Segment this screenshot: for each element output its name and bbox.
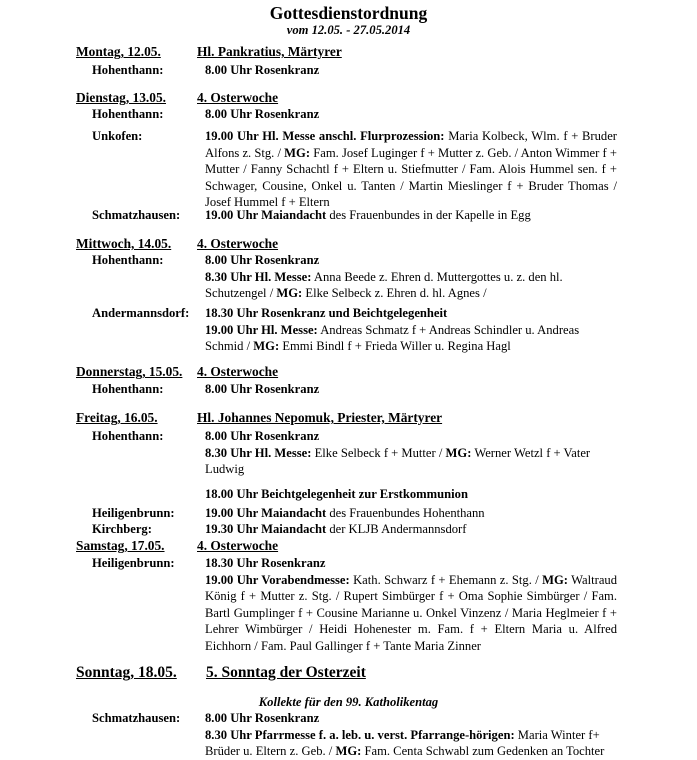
day-heading [76, 537, 656, 554]
page-title: Gottesdienstordnung [269, 3, 428, 23]
service-entry [205, 128, 617, 211]
place-label: Andermannsdorf: [92, 306, 190, 320]
day-name: Dienstag, 13.05. [76, 90, 167, 105]
date-range: vom 12.05. - 27.05.2014 [286, 23, 411, 37]
day-occasion: 4. Osterwoche [197, 90, 279, 105]
day-occasion: 4. Osterwoche [197, 236, 279, 251]
intentions: Anna Beede z. Ehren d. Muttergottes u. z. den hl. Schutzengel / [205, 269, 563, 300]
day-name: Samstag, 17.05. [76, 538, 165, 553]
place-label: Heiligenbrunn: [92, 506, 175, 520]
service-entry [205, 486, 617, 503]
place-label: Hohenthann: [92, 253, 164, 267]
day-name: Montag, 12.05. [76, 44, 161, 59]
intentions: Elke Selbeck z. Ehren d. hl. Agnes / [302, 286, 487, 300]
service-time: 19.00 Uhr Hl. Messe: [205, 322, 318, 337]
intentions: Fam. Josef Luginger f + Mutter z. Geb. / Anton Wimmer f + Mutter / Fanny Schachtl f + Eltern u. Stiefmutter / Fam. Alois Hummel sen. f + Schwager, Cousine, Onkel u. Tanten / Martin Mieslinger f + Bruder Thomas / Josef Hummel f + Eltern [205, 145, 617, 209]
service-detail: des Frauenbundes Hohenthann [326, 506, 485, 520]
place-label: Hohenthann: [92, 382, 164, 396]
service-time: 18.30 Uhr Rosenkranz [205, 556, 326, 570]
service-time: 19.00 Uhr Maiandacht [205, 506, 327, 520]
service-entry [205, 428, 617, 478]
day-heading [76, 363, 656, 380]
mg-label: MG: [276, 286, 303, 300]
place-label: Schmatzhausen: [92, 711, 181, 725]
day-occasion: Hl. Pankratius, Märtyrer [197, 44, 342, 59]
service-entry [205, 521, 617, 538]
kollekte-note: Kollekte für den 99. Katholikentag [258, 695, 439, 709]
mg-label: MG: [335, 744, 362, 758]
service-time: 8.30 Uhr Hl. Messe: [205, 269, 312, 284]
service-time: 19.00 Uhr Maiandacht [205, 208, 327, 222]
day-name: Donnerstag, 15.05. [76, 364, 183, 379]
place-label: Kirchberg: [92, 522, 152, 536]
day-occasion: 4. Osterwoche [197, 538, 279, 553]
service-time: 8.30 Uhr Pfarrmesse f. a. leb. u. verst. Pfarrange-hörigen: [205, 727, 515, 742]
day-name: Freitag, 16.05. [76, 410, 158, 425]
service-time: 8.00 Uhr Rosenkranz [205, 253, 320, 267]
day-heading [76, 235, 656, 252]
place-label: Heiligenbrunn: [92, 556, 175, 570]
place-label: Hohenthann: [92, 107, 164, 121]
day-occasion: Hl. Johannes Nepomuk, Priester, Märtyrer [197, 410, 443, 425]
mg-label: MG: [284, 145, 311, 160]
place-label: Hohenthann: [92, 63, 164, 77]
day-name: Sonntag, 18.05. [76, 664, 177, 681]
service-time: 19.00 Uhr Vorabendmesse: [205, 572, 350, 587]
service-time: 8.00 Uhr Rosenkranz [205, 107, 320, 121]
service-detail: des Frauenbundes in der Kapelle in Egg [326, 208, 531, 222]
place-label: Unkofen: [92, 129, 143, 143]
intentions: Fam. Centa Schwabl zum Gedenken an Tochter [361, 744, 605, 758]
place-label: Schmatzhausen: [92, 208, 181, 222]
mg-label: MG: [445, 445, 472, 460]
service-entry [205, 252, 617, 302]
service-entry [205, 305, 617, 355]
service-detail: der KLJB Andermannsdorf [326, 522, 467, 536]
day-heading [76, 43, 656, 60]
service-entry [205, 710, 617, 760]
service-entry [205, 62, 617, 79]
day-occasion: 4. Osterwoche [197, 364, 279, 379]
service-entry [205, 555, 617, 654]
service-time: 18.00 Uhr Beichtgelegenheit zur Erstkommunion [205, 487, 468, 501]
service-entry [205, 106, 617, 123]
service-time: 8.00 Uhr Rosenkranz [205, 63, 320, 77]
intentions: Waltraud König f + Mutter z. Stg. / Rupert Simbürger f + Oma Sophie Simbürger / Fam. Bartl Gumplinger f + Cousine Marianne u. Onkel Vinzenz / Maria Heglmeier f + Lehrer Wimbürger / Heidi Hohenester m. Fam. f + Eltern Maria u. Alfred Eichhorn / Fam. Paul Gallinger f + Tante Maria Zinner [205, 572, 618, 653]
day-heading [76, 663, 656, 682]
intentions: Andreas Schmatz f + Andreas Schindler u. Andreas Schmid / [205, 322, 580, 353]
day-occasion: 5. Sonntag der Osterzeit [206, 664, 366, 681]
day-heading [76, 89, 656, 106]
service-time: 8.00 Uhr Rosenkranz [205, 429, 320, 443]
service-time: 8.30 Uhr Hl. Messe: [205, 445, 312, 460]
intentions: Elke Selbeck f + Mutter / [311, 445, 446, 460]
service-time: 18.30 Uhr Rosenkranz und Beichtgelegenheit [205, 306, 448, 320]
day-name: Mittwoch, 14.05. [76, 236, 172, 251]
intentions: Emmi Bindl f + Frieda Willer u. Regina Hagl [279, 339, 511, 353]
mg-label: MG: [542, 572, 569, 587]
day-heading [76, 409, 656, 426]
service-entry [205, 505, 617, 522]
intentions: Werner Wetzl f + Vater Ludwig [205, 445, 591, 476]
place-label: Hohenthann: [92, 429, 164, 443]
service-time: 8.00 Uhr Rosenkranz [205, 711, 320, 725]
intentions: Kath. Schwarz f + Ehemann z. Stg. / [349, 572, 543, 587]
service-time: 19.00 Uhr Hl. Messe anschl. Flurprozession: [205, 129, 445, 143]
service-entry [205, 381, 617, 398]
service-entry [205, 207, 617, 224]
intentions: Maria Kolbeck, Wlm. f + Bruder Alfons z. Stg. / [205, 129, 617, 160]
intentions: Maria Winter f+ Brüder u. Eltern z. Geb. / [205, 727, 600, 758]
service-time: 19.30 Uhr Maiandacht [205, 522, 327, 536]
mg-label: MG: [253, 339, 280, 353]
service-time: 8.00 Uhr Rosenkranz [205, 382, 320, 396]
